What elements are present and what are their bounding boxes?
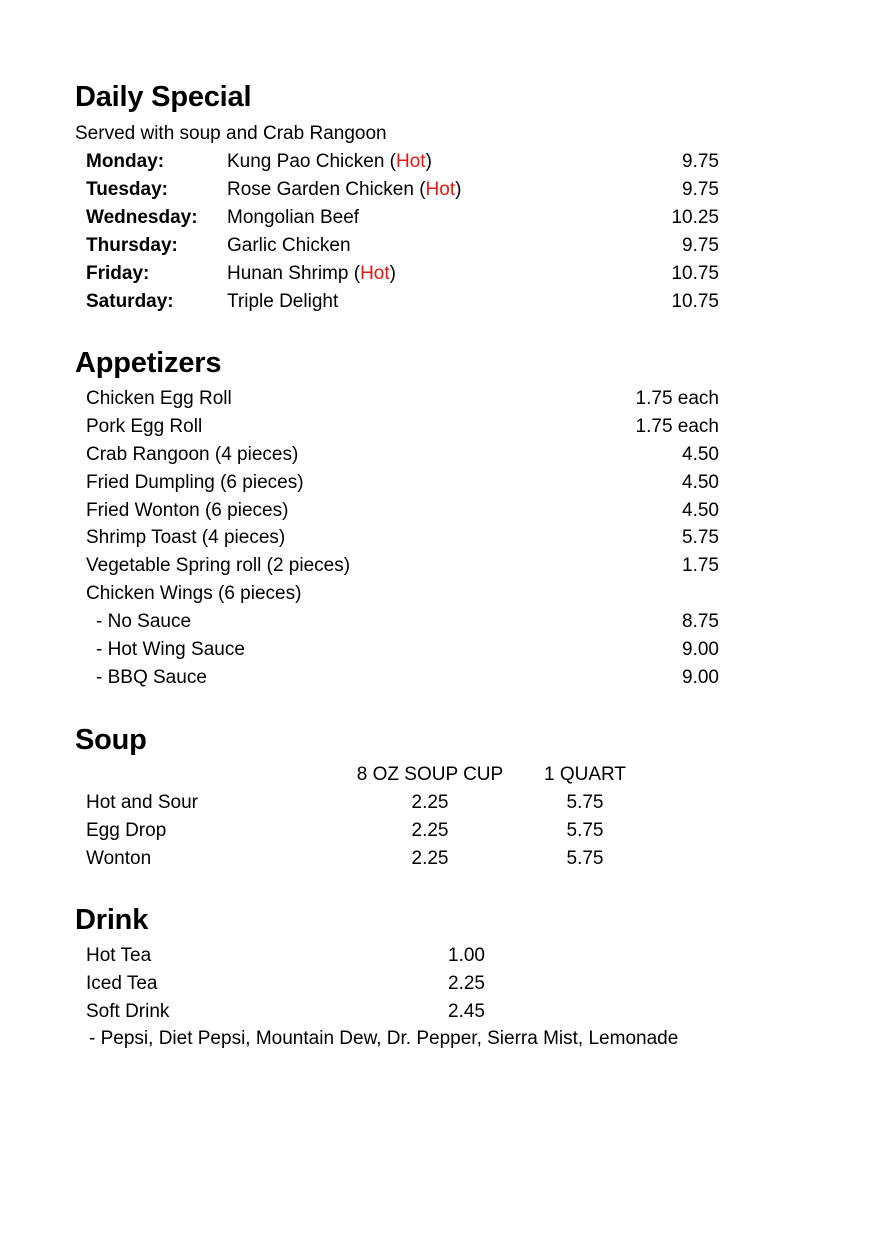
hot-label: Hot <box>396 151 426 172</box>
daily-special-heading: Daily Special <box>75 81 252 113</box>
appetizer-name: - Hot Wing Sauce <box>96 639 245 660</box>
appetizer-price: 4.50 <box>682 444 719 465</box>
drink-price: 2.45 <box>448 1001 485 1022</box>
appetizer-name: Vegetable Spring roll (2 pieces) <box>86 555 351 576</box>
special-dish: Rose Garden Chicken (Hot) <box>227 179 462 200</box>
appetizer-price: 9.00 <box>682 639 719 660</box>
soup-cup-price: 2.25 <box>411 848 449 869</box>
special-dish: Mongolian Beef <box>227 207 360 228</box>
soup-heading: Soup <box>75 724 147 756</box>
drink-name: Soft Drink <box>86 1001 170 1022</box>
appetizer-name: Chicken Wings (6 pieces) <box>86 583 302 604</box>
drink-name: Hot Tea <box>86 945 152 966</box>
soup-quart-price: 5.75 <box>566 848 604 869</box>
special-dish: Hunan Shrimp (Hot) <box>227 263 396 284</box>
soup-col-quart: 1 QUART <box>543 764 626 785</box>
appetizer-price: 5.75 <box>682 527 719 548</box>
appetizer-price: 4.50 <box>682 500 719 521</box>
hot-label: Hot <box>360 263 390 284</box>
special-day: Thursday: <box>86 235 178 256</box>
soft-drink-options: - Pepsi, Diet Pepsi, Mountain Dew, Dr. Pepper, Sierra Mist, Lemonade <box>89 1028 679 1049</box>
appetizer-price: 1.75 each <box>635 416 719 437</box>
soup-quart-price: 5.75 <box>566 792 604 813</box>
daily-special-subtitle: Served with soup and Crab Rangoon <box>75 123 387 144</box>
special-price: 9.75 <box>682 179 719 200</box>
soup-name: Hot and Sour <box>86 792 198 813</box>
appetizers-heading: Appetizers <box>75 347 222 379</box>
appetizer-name: Pork Egg Roll <box>86 416 203 437</box>
special-price: 10.25 <box>671 207 719 228</box>
appetizer-name: Fried Dumpling (6 pieces) <box>86 472 304 493</box>
drink-name: Iced Tea <box>86 973 158 994</box>
appetizer-name: Crab Rangoon (4 pieces) <box>86 444 299 465</box>
appetizer-name: - BBQ Sauce <box>96 667 207 688</box>
appetizer-price: 9.00 <box>682 667 719 688</box>
special-day: Monday: <box>86 151 165 172</box>
special-price: 9.75 <box>682 151 719 172</box>
soup-quart-price: 5.75 <box>566 820 604 841</box>
appetizer-price: 8.75 <box>682 611 719 632</box>
soup-cup-price: 2.25 <box>411 820 449 841</box>
appetizer-name: Fried Wonton (6 pieces) <box>86 500 289 521</box>
special-day: Friday: <box>86 263 150 284</box>
drink-heading: Drink <box>75 904 149 936</box>
drink-price: 2.25 <box>448 973 485 994</box>
appetizer-name: - No Sauce <box>96 611 192 632</box>
special-dish: Triple Delight <box>227 291 339 312</box>
appetizer-name: Chicken Egg Roll <box>86 388 232 409</box>
appetizer-name: Shrimp Toast (4 pieces) <box>86 527 286 548</box>
appetizer-price: 1.75 <box>682 555 719 576</box>
appetizer-price: 4.50 <box>682 472 719 493</box>
appetizer-price: 1.75 each <box>635 388 719 409</box>
special-day: Wednesday: <box>86 207 198 228</box>
soup-name: Wonton <box>86 848 152 869</box>
special-price: 10.75 <box>671 291 719 312</box>
soup-col-cup: 8 OZ SOUP CUP <box>356 764 504 785</box>
special-dish: Kung Pao Chicken (Hot) <box>227 151 432 172</box>
special-dish: Garlic Chicken <box>227 235 351 256</box>
soup-name: Egg Drop <box>86 820 167 841</box>
special-day: Tuesday: <box>86 179 169 200</box>
drink-price: 1.00 <box>448 945 485 966</box>
special-price: 10.75 <box>671 263 719 284</box>
hot-label: Hot <box>425 179 456 200</box>
special-day: Saturday: <box>86 291 174 312</box>
soup-cup-price: 2.25 <box>411 792 449 813</box>
special-price: 9.75 <box>682 235 719 256</box>
